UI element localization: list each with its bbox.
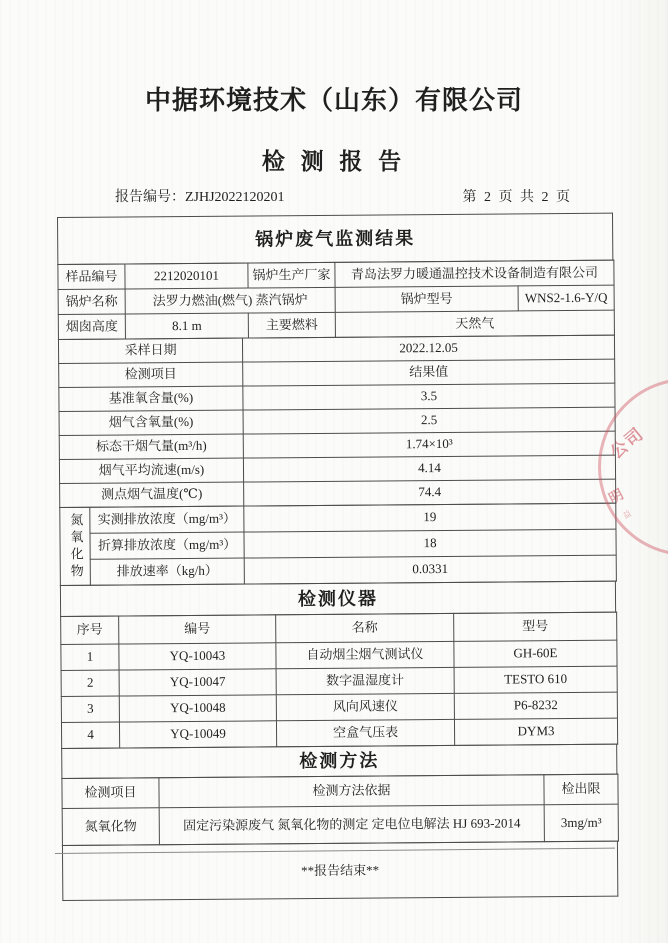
stamp-text: 益 <box>621 508 634 521</box>
col-header-seq: 序号 <box>61 616 119 644</box>
fuel-value: 天然气 <box>335 310 614 337</box>
results-table <box>58 335 616 508</box>
result-label: 烟气含氧量(%) <box>59 410 243 435</box>
report-end-note: **报告结束** <box>62 841 617 900</box>
report-number <box>115 186 285 206</box>
boiler-info-table <box>57 260 615 340</box>
result-value: 结果值 <box>243 359 615 386</box>
instrument-code: YQ-10043 <box>119 643 276 670</box>
methods-header-row <box>62 774 618 808</box>
instrument-name: 数字温湿度计 <box>276 667 454 694</box>
result-label: 基准氧含量(%) <box>59 386 243 411</box>
col-header-code: 编号 <box>119 615 276 644</box>
col-header-limit: 检出限 <box>544 774 618 805</box>
boiler-name-value: 法罗力燃油(燃气) 蒸汽锅炉 <box>125 287 335 314</box>
instrument-name: 自动烟尘烟气测试仪 <box>276 641 454 668</box>
method-row <box>62 804 618 845</box>
monitor-section-title: 锅炉废气监测结果 <box>58 213 613 264</box>
instrument-name: 空盒气压表 <box>276 719 454 746</box>
page-indicator: 第 2 页 共 2 页 <box>462 190 572 205</box>
report-number-label: 报告编号： <box>115 190 185 205</box>
nox-value: 0.0331 <box>244 555 616 584</box>
nox-label: 折算排放浓度（mg/m³） <box>90 532 244 559</box>
nox-value: 19 <box>244 503 616 532</box>
instrument-model: DYM3 <box>454 718 617 745</box>
sample-no-label: 样品编号 <box>58 264 125 290</box>
company-name: 中据环境技术（山东）有限公司 <box>144 86 523 115</box>
nox-label: 排放速率（kg/h） <box>90 558 244 585</box>
instrument-code: YQ-10047 <box>119 669 276 696</box>
nox-group-label: 氮氧化物 <box>60 507 91 585</box>
model-label: 锅炉型号 <box>335 286 518 312</box>
result-value: 2022.12.05 <box>242 335 614 362</box>
col-header-item: 检测项目 <box>62 778 159 809</box>
methods-table <box>61 774 619 846</box>
instrument-model: TESTO 610 <box>454 666 617 693</box>
result-label: 烟气平均流速(m/s) <box>59 458 243 483</box>
instrument-model: P6-8232 <box>454 692 617 719</box>
instrument-seq: 3 <box>61 696 119 722</box>
result-label: 测点烟气温度(℃) <box>60 482 244 507</box>
stamp-text: 明 <box>607 487 627 508</box>
result-value: 1.74×10³ <box>243 431 615 458</box>
nox-value: 18 <box>244 529 616 558</box>
report-title: 检 测 报 告 <box>261 149 407 174</box>
result-value: 3.5 <box>243 383 615 410</box>
stamp-text: 公司 <box>606 423 648 463</box>
model-value: WNS2-1.6-Y/Q <box>518 285 614 311</box>
stack-height-value: 8.1 m <box>125 313 248 339</box>
col-header-name: 名称 <box>276 613 454 642</box>
instrument-model: GH-60E <box>454 640 617 667</box>
result-label: 标态干烟气量(m³/h) <box>59 434 243 459</box>
instruments-table <box>60 612 618 749</box>
instrument-seq: 4 <box>61 722 119 748</box>
col-header-model: 型号 <box>454 612 617 641</box>
sample-no-value: 2212020101 <box>125 263 248 289</box>
nox-table <box>59 503 617 586</box>
report-meta-row <box>0 186 668 204</box>
monitor-title-table <box>57 213 613 265</box>
instrument-seq: 1 <box>61 644 119 670</box>
instrument-code: YQ-10049 <box>119 721 276 748</box>
methods-section-title: 检测方法 <box>62 744 617 778</box>
manufacturer-value: 青岛法罗力暖通温控技术设备制造有限公司 <box>335 260 614 287</box>
result-value: 74.4 <box>244 479 616 506</box>
fuel-label: 主要燃料 <box>248 312 335 338</box>
instrument-name: 风向风速仪 <box>276 693 454 720</box>
stack-height-label: 烟囱高度 <box>58 314 125 340</box>
report-number-value: ZJHJ2022120201 <box>185 190 285 205</box>
report-table <box>57 213 618 901</box>
result-value: 2.5 <box>243 407 615 434</box>
result-label: 检测项目 <box>59 362 243 387</box>
method-limit: 3mg/m³ <box>544 804 618 842</box>
boiler-name-label: 锅炉名称 <box>58 289 125 315</box>
method-item: 氮氧化物 <box>62 808 159 846</box>
method-basis: 固定污染源废气 氮氧化物的测定 定电位电解法 HJ 693-2014 <box>159 805 544 845</box>
result-label: 采样日期 <box>58 338 242 363</box>
instruments-section-title: 检测仪器 <box>60 581 615 616</box>
manufacturer-label: 锅炉生产厂家 <box>248 262 335 288</box>
col-header-basis: 检测方法依据 <box>159 775 544 808</box>
result-value: 4.14 <box>243 455 615 482</box>
instrument-seq: 2 <box>61 670 119 696</box>
instruments-header-row <box>61 612 617 644</box>
instrument-code: YQ-10048 <box>119 695 276 722</box>
nox-label: 实测排放浓度（mg/m³） <box>90 506 244 533</box>
